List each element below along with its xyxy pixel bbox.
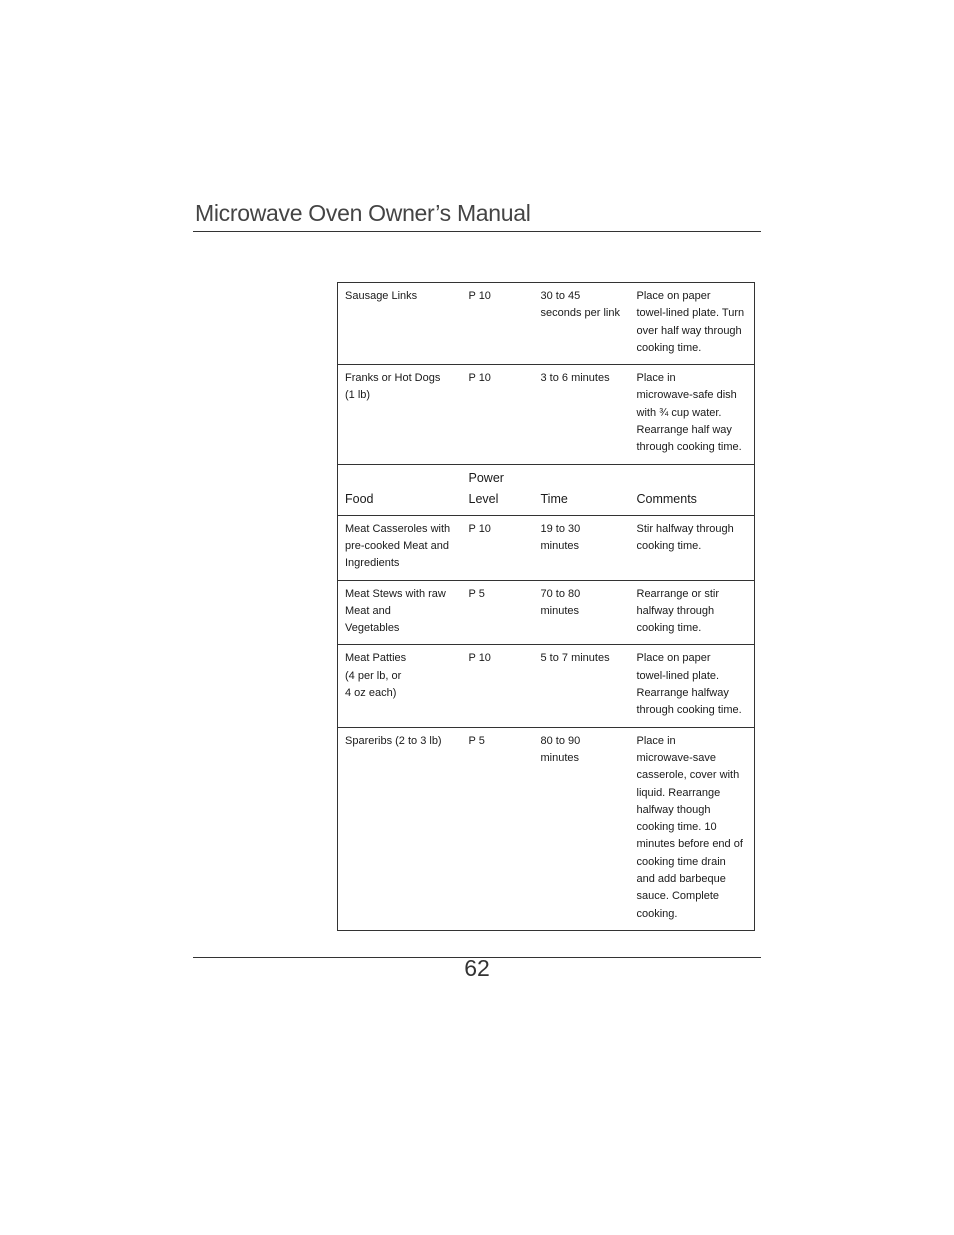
table-header-row xyxy=(338,464,755,515)
comments-cell: Stir halfway through cooking time. xyxy=(630,515,755,580)
comments-cell: Rearrange or stir halfway through cooking time. xyxy=(630,580,755,645)
table-row xyxy=(338,645,755,727)
cooking-table xyxy=(337,282,755,931)
time-cell: 80 to 90 minutes xyxy=(534,727,630,930)
page-title: Microwave Oven Owner’s Manual xyxy=(195,200,531,226)
food-cell: Spareribs (2 to 3 lb) xyxy=(338,727,462,930)
power-cell: P 10 xyxy=(462,283,534,365)
column-header-time: Time xyxy=(534,464,630,515)
power-cell: P 10 xyxy=(462,645,534,727)
table-row xyxy=(338,515,755,580)
power-cell: P 10 xyxy=(462,515,534,580)
column-header-food: Food xyxy=(338,464,462,515)
power-cell: P 5 xyxy=(462,727,534,930)
time-cell: 19 to 30 minutes xyxy=(534,515,630,580)
table-row xyxy=(338,365,755,464)
food-cell: Meat Patties (4 per lb, or 4 oz each) xyxy=(338,645,462,727)
table-row xyxy=(338,580,755,645)
food-cell: Meat Casseroles with pre-cooked Meat and Ingredients xyxy=(338,515,462,580)
time-cell: 3 to 6 minutes xyxy=(534,365,630,464)
time-cell: 5 to 7 minutes xyxy=(534,645,630,727)
table-row xyxy=(338,283,755,365)
header-divider xyxy=(193,231,761,232)
food-cell: Sausage Links xyxy=(338,283,462,365)
table-row xyxy=(338,727,755,930)
comments-cell: Place in microwave-safe dish with ¾ cup water. Rearrange half way through cooking time. xyxy=(630,365,755,464)
food-cell: Meat Stews with raw Meat and Vegetables xyxy=(338,580,462,645)
food-cell: Franks or Hot Dogs (1 lb) xyxy=(338,365,462,464)
column-header-comments: Comments xyxy=(630,464,755,515)
comments-cell: Place on paper towel-lined plate. Turn over half way through cooking time. xyxy=(630,283,755,365)
time-cell: 30 to 45 seconds per link xyxy=(534,283,630,365)
column-header-power-level: Power Level xyxy=(462,464,534,515)
power-cell: P 5 xyxy=(462,580,534,645)
page-number: 62 xyxy=(464,955,490,981)
comments-cell: Place in microwave-save casserole, cover with liquid. Rearrange halfway though cooking time. 10 minutes before end of cooking time drain and add barbeque sauce. Complete cooking. xyxy=(630,727,755,930)
power-cell: P 10 xyxy=(462,365,534,464)
time-cell: 70 to 80 minutes xyxy=(534,580,630,645)
comments-cell: Place on paper towel-lined plate. Rearrange halfway through cooking time. xyxy=(630,645,755,727)
